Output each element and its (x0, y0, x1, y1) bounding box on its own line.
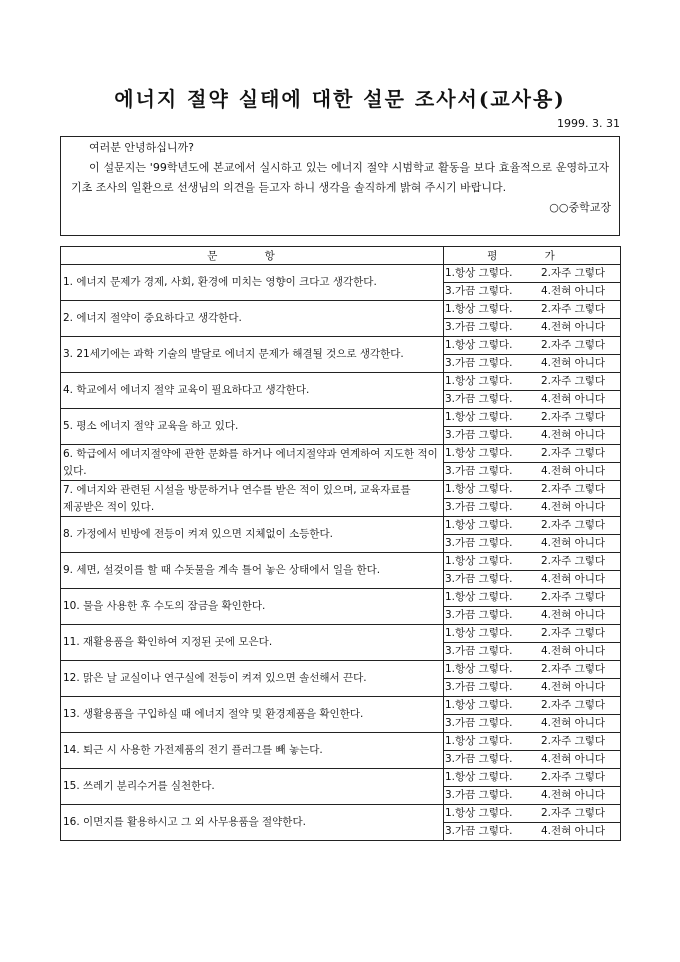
answer-option[interactable]: 4.전혀 아니다 (541, 789, 606, 801)
answer-options (444, 301, 621, 319)
answer-options (444, 823, 621, 841)
answer-option[interactable]: 3.가끔 그렇다. (445, 789, 513, 801)
header-evaluation: 평 가 (444, 247, 621, 265)
answer-option[interactable]: 2.자주 그렇다 (541, 519, 606, 531)
table-row (61, 481, 621, 499)
table-row (61, 589, 621, 607)
answer-option[interactable]: 3.가끔 그렇다. (445, 357, 513, 369)
table-row (61, 553, 621, 571)
answer-options (444, 769, 621, 787)
answer-option[interactable]: 3.가끔 그렇다. (445, 321, 513, 333)
question-cell (61, 337, 444, 373)
question-text: 1. 에너지 문제가 경제, 사회, 환경에 미치는 영향이 크다고 생각한다. (63, 276, 377, 288)
answer-option[interactable]: 2.자주 그렇다 (541, 303, 606, 315)
answer-options (444, 643, 621, 661)
answer-option[interactable]: 3.가끔 그렇다. (445, 825, 513, 837)
question-text: 8. 가정에서 빈방에 전등이 켜져 있으면 지체없이 소등한다. (63, 528, 334, 540)
answer-option[interactable]: 3.가끔 그렇다. (445, 465, 513, 477)
answer-options (444, 607, 621, 625)
answer-options (444, 553, 621, 571)
question-text: 6. 학급에서 에너지절약에 관한 문화를 하거나 에너지절약과 연계하여 지도한 적이 있다. (63, 447, 438, 477)
question-cell (61, 733, 444, 769)
question-cell (61, 481, 444, 517)
answer-option[interactable]: 1.항상 그렇다. (445, 807, 513, 819)
answer-option[interactable]: 3.가끔 그렇다. (445, 717, 513, 729)
survey-table (60, 246, 621, 841)
table-row (61, 733, 621, 751)
answer-option[interactable]: 3.가끔 그렇다. (445, 501, 513, 513)
question-cell (61, 553, 444, 589)
question-cell (61, 445, 444, 481)
table-row (61, 697, 621, 715)
answer-options (444, 463, 621, 481)
answer-option[interactable]: 2.자주 그렇다 (541, 411, 606, 423)
answer-option[interactable]: 4.전혀 아니다 (541, 285, 606, 297)
answer-option[interactable]: 1.항상 그렇다. (445, 555, 513, 567)
answer-option[interactable]: 2.자주 그렇다 (541, 447, 606, 459)
answer-options (444, 409, 621, 427)
intro-box (60, 136, 620, 236)
question-cell (61, 373, 444, 409)
question-text: 3. 21세기에는 과학 기술의 발달로 에너지 문제가 해결될 것으로 생각한다. (63, 348, 404, 360)
answer-option[interactable]: 1.항상 그렇다. (445, 411, 513, 423)
answer-option[interactable]: 1.항상 그렇다. (445, 483, 513, 495)
answer-option[interactable]: 4.전혀 아니다 (541, 573, 606, 585)
answer-option[interactable]: 4.전혀 아니다 (541, 537, 606, 549)
question-cell (61, 805, 444, 841)
answer-option[interactable]: 3.가끔 그렇다. (445, 537, 513, 549)
answer-option[interactable]: 4.전혀 아니다 (541, 465, 606, 477)
answer-option[interactable]: 2.자주 그렇다 (541, 555, 606, 567)
table-row (61, 661, 621, 679)
page-title: 에너지 절약 실태에 대한 설문 조사서(교사용) (114, 87, 566, 111)
question-cell (61, 769, 444, 805)
table-row (61, 445, 621, 463)
answer-options (444, 697, 621, 715)
answer-option[interactable]: 4.전혀 아니다 (541, 357, 606, 369)
answer-option[interactable]: 4.전혀 아니다 (541, 393, 606, 405)
answer-options (444, 391, 621, 409)
answer-options (444, 265, 621, 283)
answer-options (444, 283, 621, 301)
answer-option[interactable]: 4.전혀 아니다 (541, 825, 606, 837)
answer-option[interactable]: 3.가끔 그렇다. (445, 681, 513, 693)
question-cell (61, 661, 444, 697)
answer-option[interactable]: 2.자주 그렇다 (541, 663, 606, 675)
answer-options (444, 427, 621, 445)
question-text: 15. 쓰레기 분리수거를 실천한다. (63, 780, 215, 792)
table-row (61, 337, 621, 355)
answer-option[interactable]: 4.전혀 아니다 (541, 501, 606, 513)
document-date: 1999. 3. 31 (557, 117, 620, 130)
question-cell (61, 625, 444, 661)
question-text: 12. 맑은 날 교실이나 연구실에 전등이 켜져 있으면 솔선해서 끈다. (63, 672, 367, 684)
answer-option[interactable]: 2.자주 그렇다 (541, 807, 606, 819)
answer-option[interactable]: 4.전혀 아니다 (541, 429, 606, 441)
answer-option[interactable]: 4.전혀 아니다 (541, 609, 606, 621)
answer-option[interactable]: 4.전혀 아니다 (541, 717, 606, 729)
answer-options (444, 805, 621, 823)
question-text: 11. 재활용품을 확인하여 지정된 곳에 모은다. (63, 636, 273, 648)
answer-option[interactable]: 3.가끔 그렇다. (445, 393, 513, 405)
answer-option[interactable]: 2.자주 그렇다 (541, 375, 606, 387)
answer-options (444, 679, 621, 697)
answer-option[interactable]: 3.가끔 그렇다. (445, 609, 513, 621)
answer-option[interactable]: 2.자주 그렇다 (541, 627, 606, 639)
answer-option[interactable]: 1.항상 그렇다. (445, 447, 513, 459)
answer-options (444, 481, 621, 499)
answer-options (444, 535, 621, 553)
answer-option[interactable]: 1.항상 그렇다. (445, 735, 513, 747)
answer-options (444, 625, 621, 643)
answer-option[interactable]: 1.항상 그렇다. (445, 375, 513, 387)
question-text: 4. 학교에서 에너지 절약 교육이 필요하다고 생각한다. (63, 384, 310, 396)
table-header-row (61, 247, 621, 265)
answer-option[interactable]: 1.항상 그렇다. (445, 267, 513, 279)
answer-option[interactable]: 4.전혀 아니다 (541, 321, 606, 333)
answer-options (444, 733, 621, 751)
question-cell (61, 301, 444, 337)
answer-option[interactable]: 1.항상 그렇다. (445, 519, 513, 531)
answer-options (444, 787, 621, 805)
question-text: 10. 물을 사용한 후 수도의 잠금을 확인한다. (63, 600, 266, 612)
answer-options (444, 571, 621, 589)
answer-option[interactable]: 4.전혀 아니다 (541, 681, 606, 693)
answer-option[interactable]: 3.가끔 그렇다. (445, 285, 513, 297)
answer-option[interactable]: 1.항상 그렇다. (445, 303, 513, 315)
question-text: 9. 세면, 설겆이를 할 때 수돗물을 계속 틀어 놓은 상태에서 일을 한다. (63, 564, 381, 576)
answer-option[interactable]: 3.가끔 그렇다. (445, 753, 513, 765)
answer-option[interactable]: 1.항상 그렇다. (445, 771, 513, 783)
answer-options (444, 589, 621, 607)
answer-option[interactable]: 2.자주 그렇다 (541, 339, 606, 351)
answer-option[interactable]: 2.자주 그렇다 (541, 591, 606, 603)
answer-options (444, 715, 621, 733)
answer-option[interactable]: 2.자주 그렇다 (541, 699, 606, 711)
question-cell (61, 697, 444, 733)
answer-options (444, 319, 621, 337)
table-row (61, 805, 621, 823)
answer-option[interactable]: 2.자주 그렇다 (541, 735, 606, 747)
question-cell (61, 589, 444, 625)
answer-options (444, 445, 621, 463)
question-text: 2. 에너지 절약이 중요하다고 생각한다. (63, 312, 242, 324)
answer-options (444, 517, 621, 535)
table-row (61, 769, 621, 787)
answer-options (444, 499, 621, 517)
question-cell (61, 265, 444, 301)
answer-options (444, 337, 621, 355)
answer-option[interactable]: 4.전혀 아니다 (541, 753, 606, 765)
answer-options (444, 373, 621, 391)
answer-options (444, 661, 621, 679)
table-row (61, 373, 621, 391)
table-row (61, 409, 621, 427)
header-question: 문 항 (61, 247, 444, 265)
answer-option[interactable]: 1.항상 그렇다. (445, 663, 513, 675)
answer-option[interactable]: 3.가끔 그렇다. (445, 645, 513, 657)
table-row (61, 517, 621, 535)
answer-options (444, 751, 621, 769)
answer-option[interactable]: 2.자주 그렇다 (541, 771, 606, 783)
table-row (61, 625, 621, 643)
table-row (61, 265, 621, 283)
answer-option[interactable]: 4.전혀 아니다 (541, 645, 606, 657)
question-text: 14. 퇴근 시 사용한 가전제품의 전기 플러그를 빼 놓는다. (63, 744, 323, 756)
question-cell (61, 409, 444, 445)
answer-option[interactable]: 3.가끔 그렇다. (445, 573, 513, 585)
survey-body (61, 265, 621, 841)
question-cell (61, 517, 444, 553)
answer-option[interactable]: 1.항상 그렇다. (445, 699, 513, 711)
answer-option[interactable]: 2.자주 그렇다 (541, 483, 606, 495)
answer-option[interactable]: 1.항상 그렇다. (445, 627, 513, 639)
answer-option[interactable]: 2.자주 그렇다 (541, 267, 606, 279)
intro-body: 이 설문지는 '99학년도에 본교에서 실시하고 있는 에너지 절약 시범학교 활동을 보다 효율적으로 운영하고자 기초 조사의 일환으로 선생님의 의견을 듣고자 하니 생각을 솔직하게 밝혀 주시기 바랍니다. (71, 161, 609, 194)
answer-option[interactable]: 1.항상 그렇다. (445, 591, 513, 603)
question-text: 5. 평소 에너지 절약 교육을 하고 있다. (63, 420, 239, 432)
answer-option[interactable]: 3.가끔 그렇다. (445, 429, 513, 441)
intro-signature: ○○중학교장 (549, 201, 611, 214)
table-row (61, 301, 621, 319)
question-text: 7. 에너지와 관련된 시설을 방문하거나 연수를 받은 적이 있으며, 교육자료를 제공받은 적이 있다. (63, 483, 411, 513)
question-text: 16. 이면지를 활용하시고 그 외 사무용품을 절약한다. (63, 816, 306, 828)
answer-option[interactable]: 1.항상 그렇다. (445, 339, 513, 351)
question-text: 13. 생활용품을 구입하실 때 에너지 절약 및 환경제품을 확인한다. (63, 708, 364, 720)
intro-greeting: 여러분 안녕하십니까? (89, 141, 194, 154)
answer-options (444, 355, 621, 373)
